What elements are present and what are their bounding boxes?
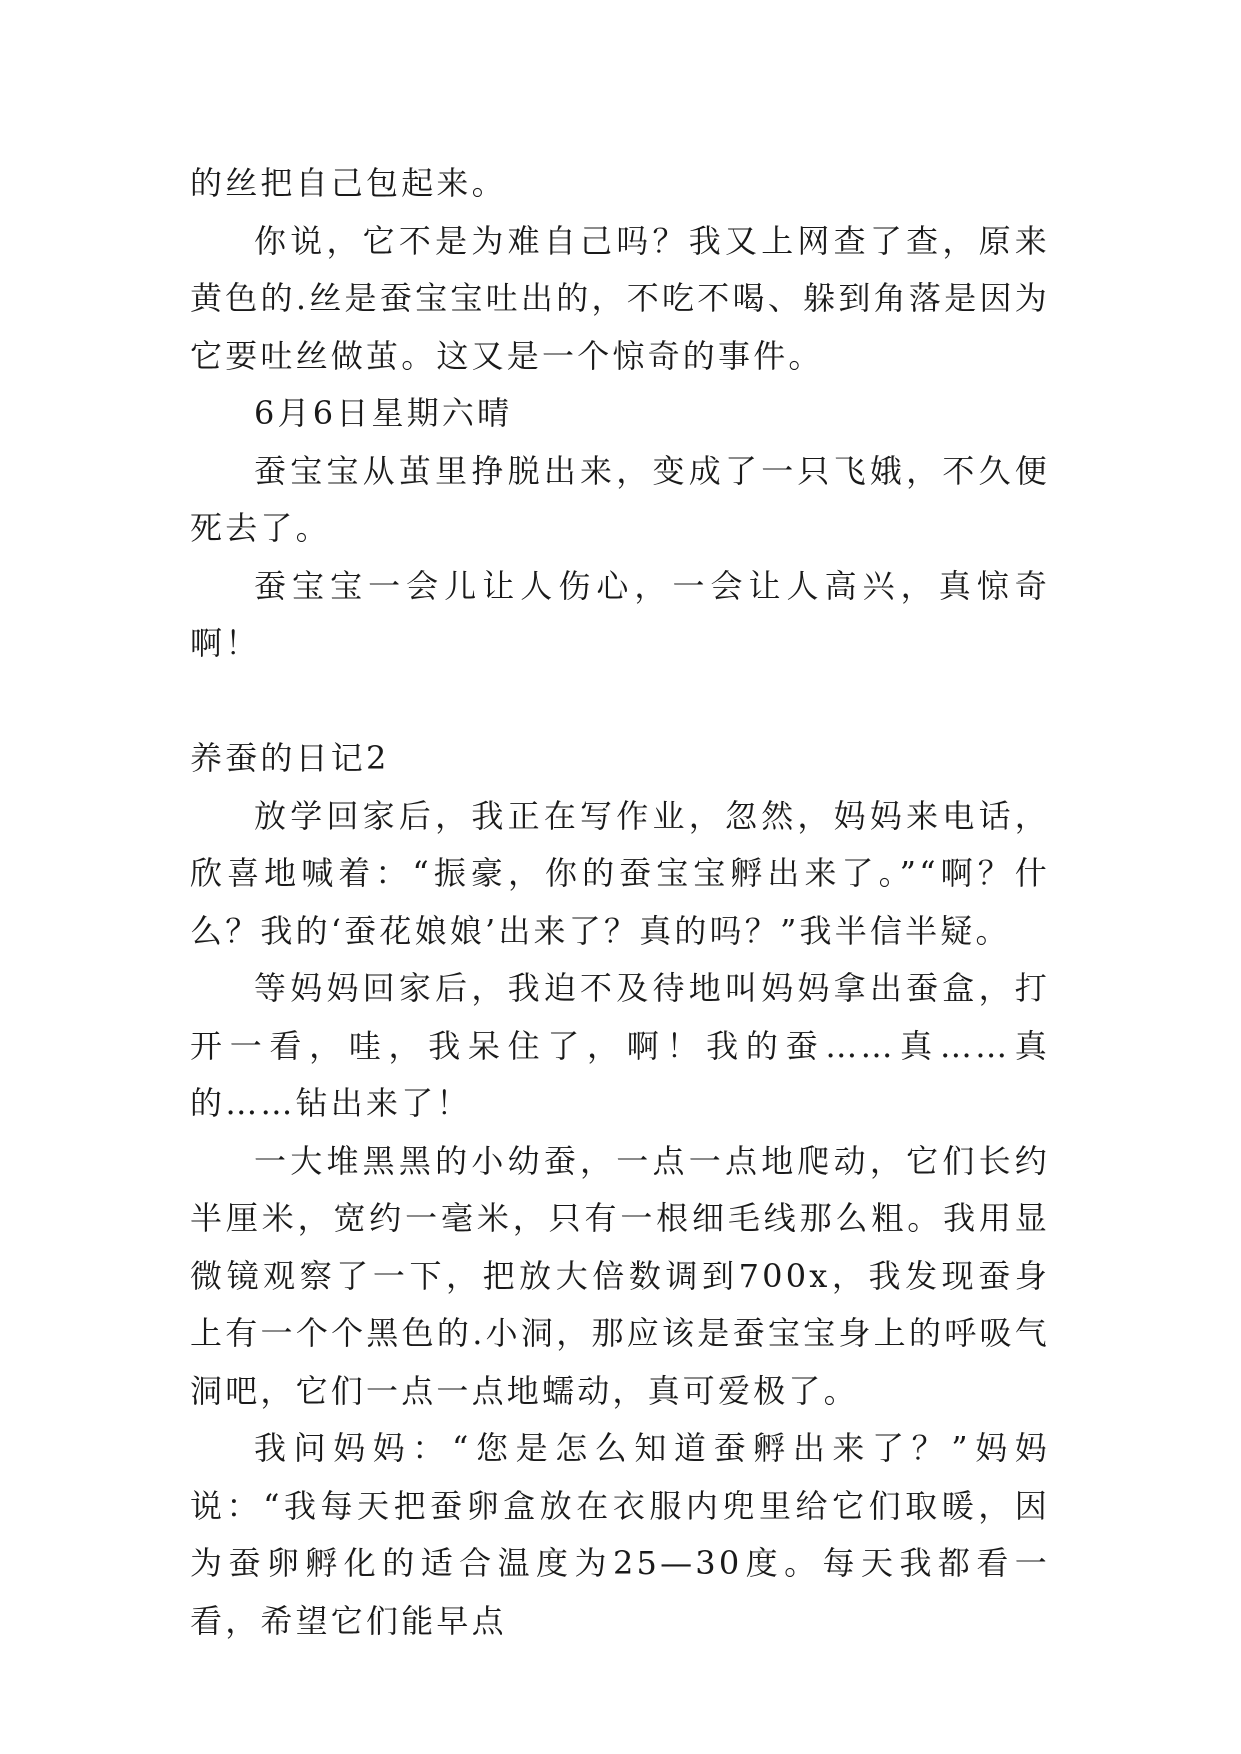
paragraph: 放学回家后，我正在写作业，忽然，妈妈来电话，欣喜地喊着：“振豪，你的蚕宝宝孵出来了。”“啊？什么？我的‘蚕花娘娘’出来了？真的吗？”我半信半疑。 bbox=[190, 796, 1050, 950]
paragraph: 我问妈妈：“您是怎么知道蚕孵出来了？”妈妈说：“我每天把蚕卵盒放在衣服内兜里给它们取暖，因为蚕卵孵化的适合温度为25—30度。每天我都看一看，希望它们能早点 bbox=[190, 1429, 1050, 1640]
paragraph: 你说，它不是为难自己吗？我又上网查了查，原来黄色的.丝是蚕宝宝吐出的，不吃不喝、躲到角落是因为它要吐丝做茧。这又是一个惊奇的事件。 bbox=[190, 221, 1050, 375]
paragraph: 等妈妈回家后，我迫不及待地叫妈妈拿出蚕盒，打开一看，哇，我呆住了，啊！我的蚕……真……真的……钻出来了！ bbox=[190, 969, 1050, 1122]
paragraph: 蚕宝宝从茧里挣脱出来，变成了一只飞娥，不久便死去了。 bbox=[190, 451, 1050, 547]
document-body bbox=[190, 155, 1050, 1650]
paragraph-continuation: 的丝把自己包起来。 bbox=[190, 164, 507, 202]
paragraph: 蚕宝宝一会儿让人伤心，一会让人高兴，真惊奇啊！ bbox=[190, 566, 1050, 662]
diary-date-line: 6月6日星期六晴 bbox=[254, 394, 513, 432]
section-spacer bbox=[190, 673, 1050, 731]
section-title: 养蚕的日记2 bbox=[190, 739, 390, 777]
paragraph: 一大堆黑黑的小幼蚕，一点一点地爬动，它们长约半厘米，宽约一毫米，只有一根细毛线那么粗。我用显微镜观察了一下，把放大倍数调到700x，我发现蚕身上有一个个黑色的.小洞，那应该是蚕宝宝身上的呼吸气洞吧，它们一点一点地蠕动，真可爱极了。 bbox=[190, 1141, 1050, 1410]
